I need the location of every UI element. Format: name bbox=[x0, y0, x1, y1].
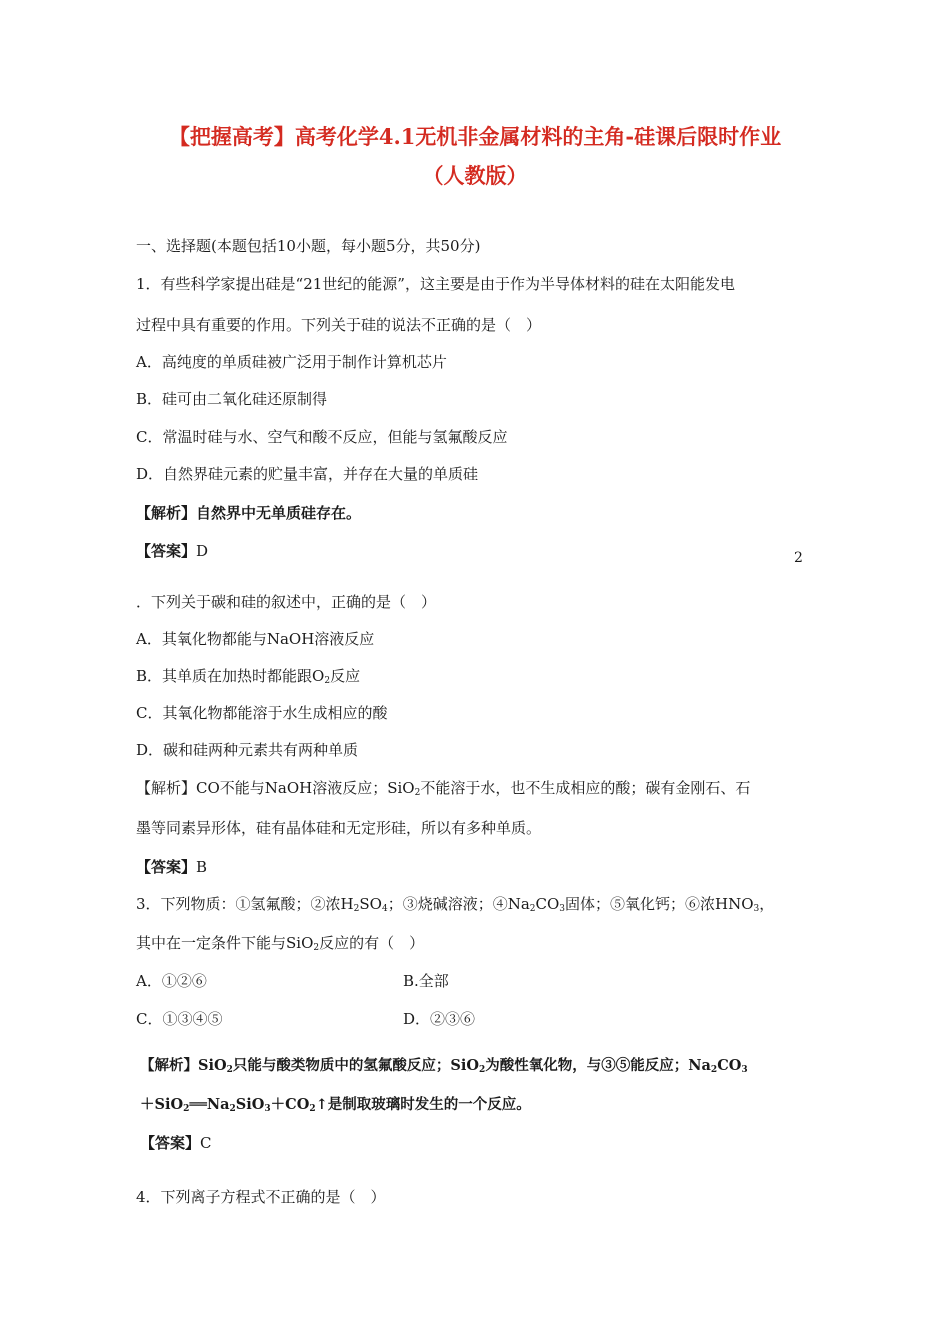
q2-analysis-line2: 墨等同素异形体，硅有晶体硅和无定形硅，所以有多种单质。 bbox=[136, 819, 542, 837]
q1-option-c: C．常温时硅与水、空气和酸不反应，但能与氢氟酸反应 bbox=[136, 428, 508, 446]
q3-stem-line1: 3．下列物质：①氢氟酸；②浓$H_2SO_4$；③烧碱溶液；$④Na_2CO_3$固体；⑤氧化钙；⑥浓$HNO_3$， bbox=[136, 895, 775, 914]
section-heading: 一、选择题(本题包括10小题，每小题5分，共50分) bbox=[136, 237, 481, 255]
q3-option-a: A．①②⑥ bbox=[136, 972, 207, 990]
document-title-line2: （人教版） bbox=[422, 163, 528, 188]
q2-answer-label: 【答案】 bbox=[136, 858, 197, 876]
q2-option-c: C．其氧化物都能溶于水生成相应的酸 bbox=[136, 704, 388, 722]
q2-option-a: A．其氧化物都能与NaOH溶液反应 bbox=[136, 630, 375, 648]
q1-analysis: 【解析】自然界中无单质硅存在。 bbox=[136, 504, 362, 522]
q3-answer-value: C bbox=[200, 1134, 212, 1152]
q1-answer-label: 【答案】 bbox=[136, 542, 197, 560]
q1-option-b: B．硅可由二氧化硅还原制得 bbox=[136, 390, 328, 408]
document-title-line1: 【把握高考】高考化学4.1无机非金属材料的主角-硅课后限时作业 bbox=[168, 124, 782, 149]
q1-option-d: D．自然界硅元素的贮量丰富，并存在大量的单质硅 bbox=[136, 465, 479, 483]
q1-stem-line2: 过程中具有重要的作用。下列关于硅的说法不正确的是（ ） bbox=[136, 316, 542, 334]
q3-option-c: C．①③④⑤ bbox=[136, 1010, 223, 1028]
q3-option-d: D．②③⑥ bbox=[403, 1010, 476, 1028]
q3-stem-line2: 其中在一定条件下能与SiO$_2$反应的有（ ） bbox=[136, 934, 425, 953]
q2-option-b: B．其单质在加热时都能跟$O_2$反应 bbox=[136, 667, 361, 686]
q2-stem: ．下列关于碳和硅的叙述中，正确的是（ ） bbox=[136, 593, 437, 611]
q4-stem: 4．下列离子方程式不正确的是（ ） bbox=[136, 1188, 386, 1206]
q2-analysis-line1: 【解析】CO不能与NaOH溶液反应；SiO$_2$不能溶于水，也不生成相应的酸；碳有金刚石、石 bbox=[136, 779, 751, 798]
q3-analysis-line1: 【解析】SiO$_2$只能与酸类物质中的氢氟酸反应；SiO$_2$为酸性氧化物，与③⑤能反应；$Na_2CO_3$ bbox=[140, 1057, 748, 1075]
q3-answer-label: 【答案】 bbox=[140, 1134, 201, 1152]
q1-stem-line1: 1．有些科学家提出硅是“21世纪的能源”，这主要是由于作为半导体材料的硅在太阳能发电 bbox=[136, 275, 735, 293]
q3-option-b: B.全部 bbox=[403, 972, 449, 990]
q1-option-a: A．高纯度的单质硅被广泛用于制作计算机芯片 bbox=[136, 353, 447, 371]
q1-answer-value: D bbox=[196, 542, 209, 560]
q3-analysis-line2: $+SiO_2══Na_2SiO_3+CO_2↑$是制取玻璃时发生的一个反应。 bbox=[140, 1096, 531, 1114]
q2-option-d: D．碳和硅两种元素共有两种单质 bbox=[136, 741, 359, 759]
q1-answer bbox=[136, 541, 208, 561]
q2-answer bbox=[136, 857, 207, 877]
q2-answer-value: B bbox=[196, 858, 208, 876]
q3-answer bbox=[140, 1133, 212, 1153]
page-number: 2 bbox=[794, 550, 803, 566]
reaction-arrow: ══ bbox=[189, 1096, 207, 1113]
